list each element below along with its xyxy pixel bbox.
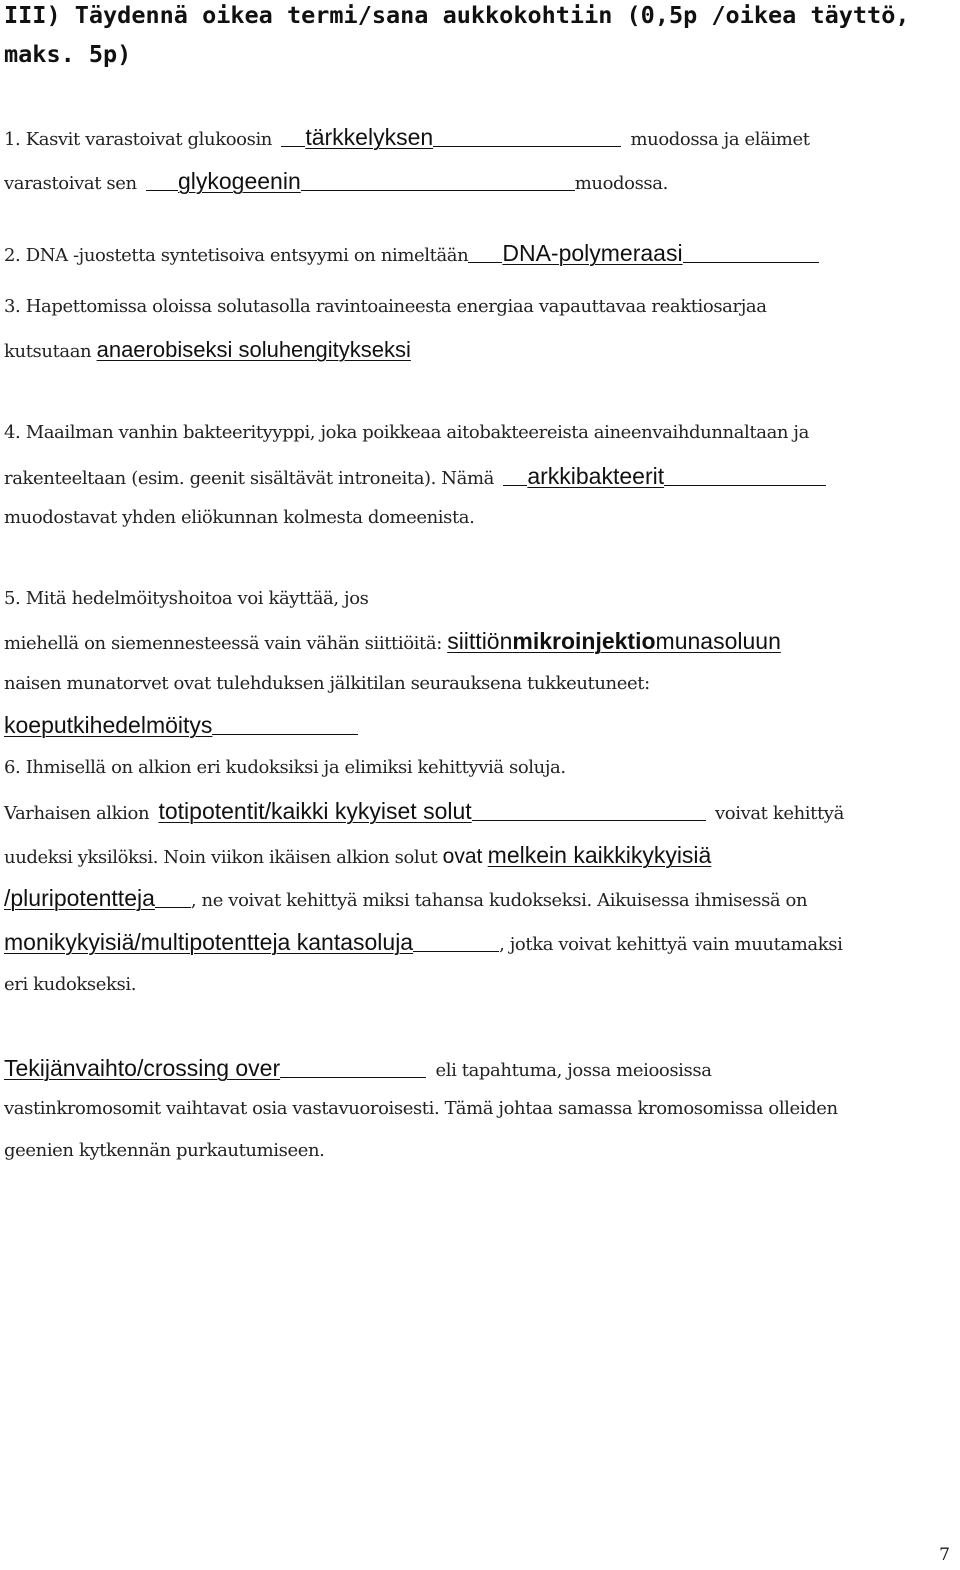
q1-line2: varastoivat sen glykogeenin muodossa.	[4, 168, 668, 194]
q6-line3: uudeksi yksilöksi. Noin viikon ikäisen alkion solut ovat melkein kaikkikykyisiä	[4, 842, 712, 868]
q7-answer: Tekijänvaihto/crossing over	[4, 1055, 281, 1081]
q6-line4: /pluripotentteja , ne voivat kehittyä miksi tahansa kudokseksi. Aikuisessa ihmisessä on	[4, 885, 808, 911]
q7-line3: geenien kytkennän purkautumiseen.	[4, 1140, 325, 1161]
q5-answer-2: koeputkihedelmöitys	[4, 712, 213, 738]
q5-line4	[4, 712, 358, 739]
q7-line1: Tekijänvaihto/crossing over eli tapahtuma, jossa meioosissa	[4, 1055, 712, 1081]
q4-line3: muodostavat yhden eliökunnan kolmesta domeenista.	[4, 507, 475, 528]
q7-line2: vastinkromosomit vaihtavat osia vastavuoroisesti. Tämä johtaa samassa kromosomissa olleiden	[4, 1098, 838, 1119]
q4-line2: rakenteeltaan (esim. geenit sisältävät introneita). Nämä arkkibakteerit	[4, 463, 826, 490]
q5-answer-1b: mikroinjektio	[512, 628, 656, 654]
q1-answer-2: glykogeenin	[177, 168, 301, 194]
q3-line2: kutsutaan anaerobiseksi soluhengitykseksi	[4, 337, 411, 362]
q6-line2: Varhaisen alkion totipotentit/kaikki kykyiset solut voivat kehittyä	[4, 798, 844, 824]
q5-answer-1c: munasoluun	[655, 628, 781, 654]
q5-line1: 5. Mitä hedelmöityshoitoa voi käyttää, jos	[4, 588, 369, 609]
q6-answer-2: melkein kaikkikykyisiä	[487, 842, 712, 868]
q6-line1: 6. Ihmisellä on alkion eri kudoksiksi ja elimiksi kehittyviä soluja.	[4, 757, 566, 778]
q5-answer-1a: siittiön	[447, 628, 513, 654]
q6-answer-1: totipotentit/kaikki kykyiset solut	[158, 798, 472, 824]
q6-answer-2b: /pluripotentteja	[4, 885, 155, 911]
q3-answer: anaerobiseksi soluhengitykseksi	[96, 337, 411, 362]
q3-line1: 3. Hapettomissa oloissa solutasolla ravintoaineesta energiaa vapauttavaa reaktiosarjaa	[4, 296, 767, 317]
q6-line5: monikykyisiä/multipotentteja kantasoluja , jotka voivat kehittyä vain muutamaksi	[4, 929, 843, 955]
q2-line: 2. DNA -juostetta syntetisoiva entsyymi on nimeltään DNA-polymeraasi	[4, 240, 819, 267]
q6-line6: eri kudokseksi.	[4, 974, 137, 995]
page-number: 7	[939, 1545, 950, 1565]
q4-line1: 4. Maailman vanhin bakteerityyppi, joka poikkeaa aitobakteereista aineenvaihdunnaltaan ja	[4, 422, 809, 443]
q2-answer: DNA-polymeraasi	[502, 240, 683, 266]
q4-answer: arkkibakteerit	[527, 463, 665, 489]
q1-line1: 1. Kasvit varastoivat glukoosin tärkkelyksen muodossa ja eläimet	[4, 124, 810, 150]
q5-line3: naisen munatorvet ovat tulehduksen jälkitilan seurauksena tukkeutuneet:	[4, 673, 650, 694]
q6-answer-3: monikykyisiä/multipotentteja kantasoluja	[4, 929, 414, 955]
q5-line2: miehellä on siemennesteessä vain vähän siittiöitä: siittiönmikroinjektiomunasoluun	[4, 628, 781, 654]
q1-answer-1: tärkkelyksen	[305, 124, 434, 150]
section-heading: III) Täydennä oikea termi/sana aukkokohtiin (0,5p /oikea täyttö, maks. 5p)	[4, 1, 910, 68]
